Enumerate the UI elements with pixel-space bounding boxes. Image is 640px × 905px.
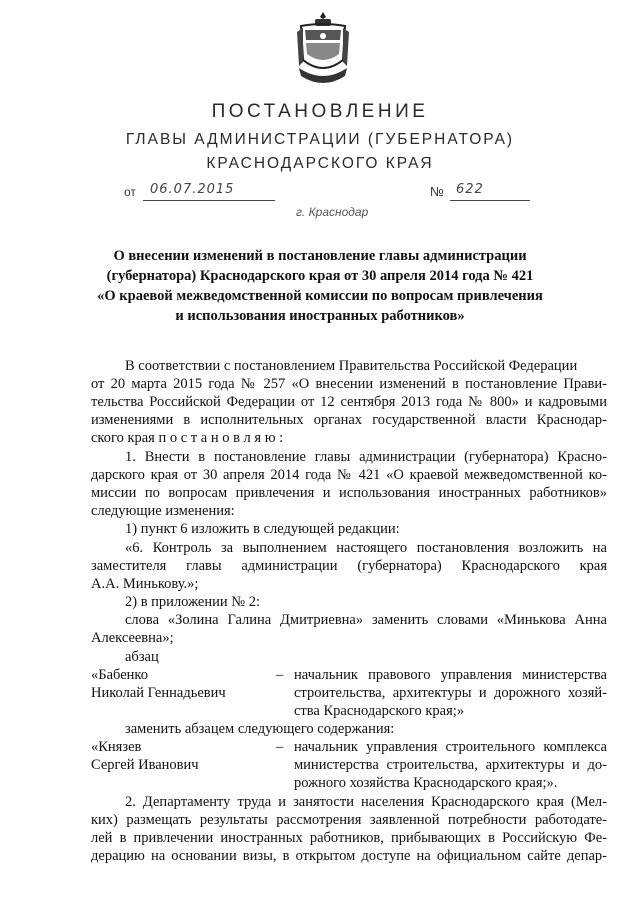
body-line: от 20 марта 2015 года № 257 «О внесении изменений в постановление Прави-: [91, 376, 607, 392]
body-line: следующие изменения:: [91, 503, 235, 519]
body-line: В соответствии с постановлением Правительства Российской Федерации: [125, 358, 578, 374]
body-line: дерацию на основании визы, в открытом доступе на официальном сайте депар-: [91, 848, 607, 864]
entry-dash: –: [276, 667, 284, 683]
body-line: изменениями в исполнительных органах государственной власти Краснодар-: [91, 412, 607, 428]
entry-dash: –: [276, 739, 284, 755]
body-line: тельства Российской Федерации от 12 сентября 2013 года № 800» и кадровыми: [91, 394, 607, 410]
number-underline: [450, 200, 530, 201]
body-line: дарского края от 30 апреля 2014 года № 421 «О краевой межведомственной ко-: [91, 467, 607, 483]
entry-name: Николай Геннадьевич: [91, 685, 226, 701]
document-number: 622: [456, 182, 484, 197]
body-line: 1) пункт 6 изложить в следующей редакции:: [125, 521, 400, 537]
entry-desc-line: министерства строительства, архитектуры и до-: [294, 757, 607, 773]
title-line: и использования иностранных работников»: [175, 308, 465, 324]
body-line: 1. Внести в постановление главы администрации (губернатора) Красно-: [125, 449, 607, 465]
doc-type-heading: ПОСТАНОВЛЕНИЕ: [211, 101, 429, 122]
entry-name: «Бабенко: [91, 667, 148, 683]
issuer-heading-line2: КРАСНОДАРСКОГО КРАЯ: [206, 155, 434, 172]
entry-name: Сергей Иванович: [91, 757, 199, 773]
date-underline: [143, 200, 275, 201]
body-line: 2) в приложении № 2:: [125, 594, 260, 610]
body-line: 2. Департаменту труда и занятости населения Краснодарского края (Мел-: [125, 794, 607, 810]
entry-desc-line: начальник правового управления министерства: [294, 667, 607, 683]
body-line: «6. Контроль за выполнением настоящего постановления возложить на: [125, 540, 607, 556]
date-prefix: от: [124, 185, 136, 199]
city-label: г. Краснодар: [296, 205, 369, 219]
body-line: Алексеевна»;: [91, 630, 174, 646]
title-line: О внесении изменений в постановление главы администрации: [113, 248, 527, 264]
document-date: 06.07.2015: [150, 182, 235, 197]
coat-of-arms-emblem: [295, 10, 351, 90]
body-line: А.А. Минькову.»;: [91, 576, 199, 592]
entry-desc-line: начальник управления строительного комплекса: [294, 739, 607, 755]
title-line: «О краевой межведомственной комиссии по вопросам привлечения: [97, 288, 543, 304]
body-line: абзац: [125, 649, 159, 665]
body-line: миссии по вопросам привлечения и использования иностранных работников»: [91, 485, 607, 501]
body-line: заменить абзацем следующего содержания:: [125, 721, 395, 737]
body-line: лей в привлечении иностранных работников, прибывающих в Российскую Фе-: [91, 830, 607, 846]
entry-desc-line: строительства, архитектуры и дорожного хозяй-: [294, 685, 607, 701]
body-line: слова «Золина Галина Дмитриевна» заменить словами «Минькова Анна: [125, 612, 607, 628]
entry-desc-line: ства Краснодарского края;»: [294, 703, 465, 719]
body-line: заместителя главы администрации (губернатора) Краснодарского края: [91, 558, 607, 574]
issuer-heading-line1: ГЛАВЫ АДМИНИСТРАЦИИ (ГУБЕРНАТОРА): [125, 131, 515, 148]
body-line: ких) размещать результаты рассмотрения заявленной потребности работодате-: [91, 812, 607, 828]
entry-desc-line: рожного хозяйства Краснодарского края;».: [294, 775, 558, 791]
number-prefix: №: [430, 184, 444, 199]
title-line: (губернатора) Краснодарского края от 30 апреля 2014 года № 421: [106, 268, 534, 284]
entry-name: «Князев: [91, 739, 142, 755]
body-line: ского края п о с т а н о в л я ю :: [91, 430, 284, 446]
